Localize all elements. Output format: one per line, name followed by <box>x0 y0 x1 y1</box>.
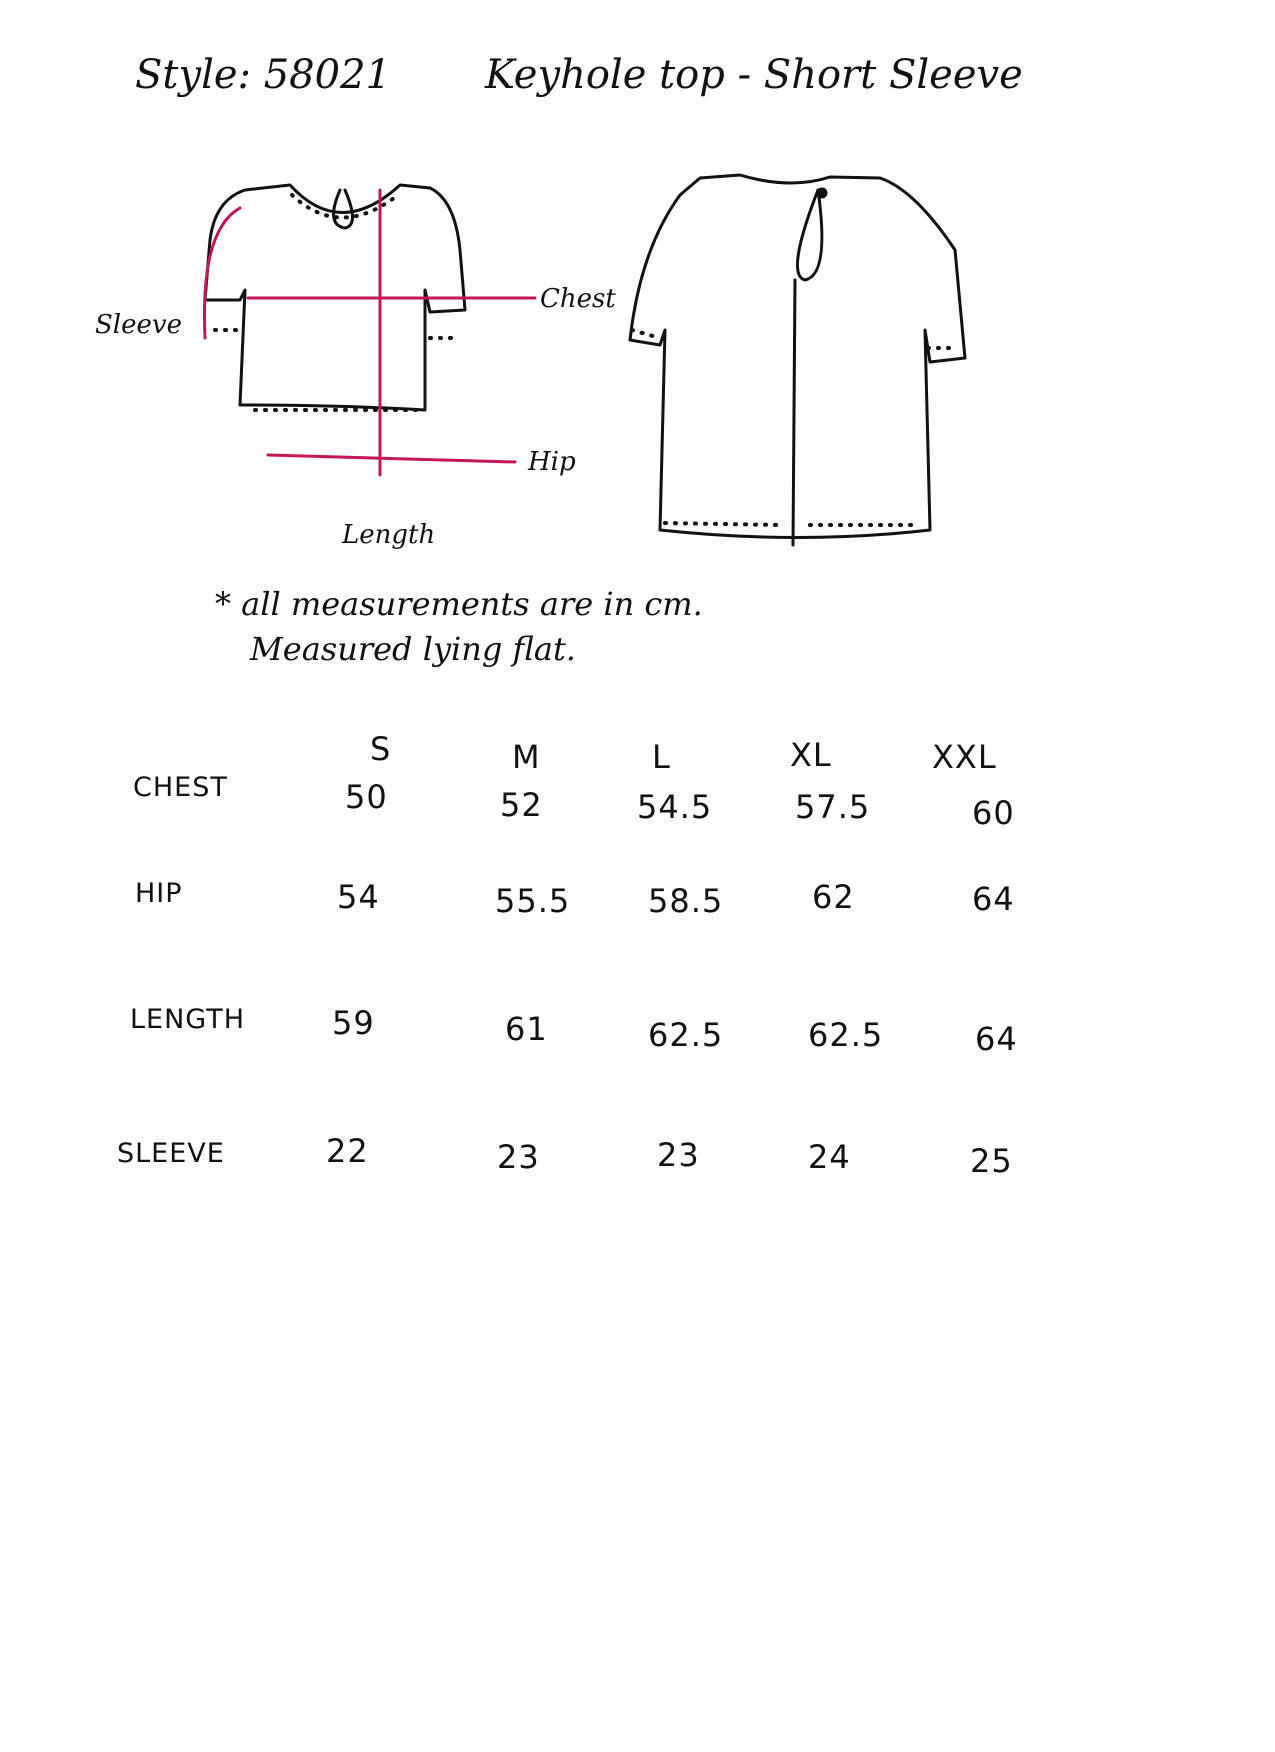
hip-measure-line <box>268 455 515 462</box>
table-cell: 62.5 <box>648 1016 724 1054</box>
table-cell: 64 <box>975 1020 1018 1058</box>
measure-lines <box>204 190 535 475</box>
size-header-xl: XL <box>790 736 832 774</box>
table-cell: 64 <box>972 880 1015 918</box>
table-cell: 23 <box>497 1138 540 1176</box>
units-note: * all measurements are in cm. <box>215 585 703 623</box>
table-cell: 52 <box>500 786 543 824</box>
table-cell: 57.5 <box>795 788 871 826</box>
row-label-sleeve: SLEEVE <box>117 1138 225 1169</box>
row-label-length: LENGTH <box>130 1004 246 1035</box>
hip-label: Hip <box>528 447 576 477</box>
table-cell: 62.5 <box>808 1016 884 1054</box>
table-cell: 58.5 <box>648 882 724 920</box>
table-cell: 54.5 <box>637 788 713 826</box>
garment-sketches <box>0 0 1275 560</box>
method-note: Measured lying flat. <box>250 630 576 668</box>
table-cell: 60 <box>972 794 1015 832</box>
chest-label: Chest <box>540 284 616 314</box>
table-cell: 62 <box>812 878 855 916</box>
table-cell: 54 <box>337 878 380 916</box>
size-header-xxl: XXL <box>932 738 997 776</box>
table-cell: 55.5 <box>495 882 571 920</box>
row-label-chest: CHEST <box>133 772 228 803</box>
table-cell: 50 <box>345 778 388 816</box>
table-cell: 59 <box>332 1004 375 1042</box>
table-cell: 23 <box>657 1136 700 1174</box>
table-cell: 24 <box>808 1138 851 1176</box>
style-number: Style: 58021 <box>135 52 391 98</box>
sleeve-label: Sleeve <box>95 310 182 340</box>
sleeve-measure-line <box>204 208 240 338</box>
back-view-sketch <box>630 175 965 545</box>
size-header-s: S <box>370 730 392 768</box>
table-cell: 61 <box>505 1010 548 1048</box>
table-cell: 22 <box>326 1132 369 1170</box>
size-header-l: L <box>652 738 671 776</box>
row-label-hip: HIP <box>135 878 183 909</box>
table-cell: 25 <box>970 1142 1013 1180</box>
size-header-m: M <box>512 738 541 776</box>
product-name: Keyhole top - Short Sleeve <box>485 52 1023 98</box>
length-label: Length <box>342 520 436 550</box>
